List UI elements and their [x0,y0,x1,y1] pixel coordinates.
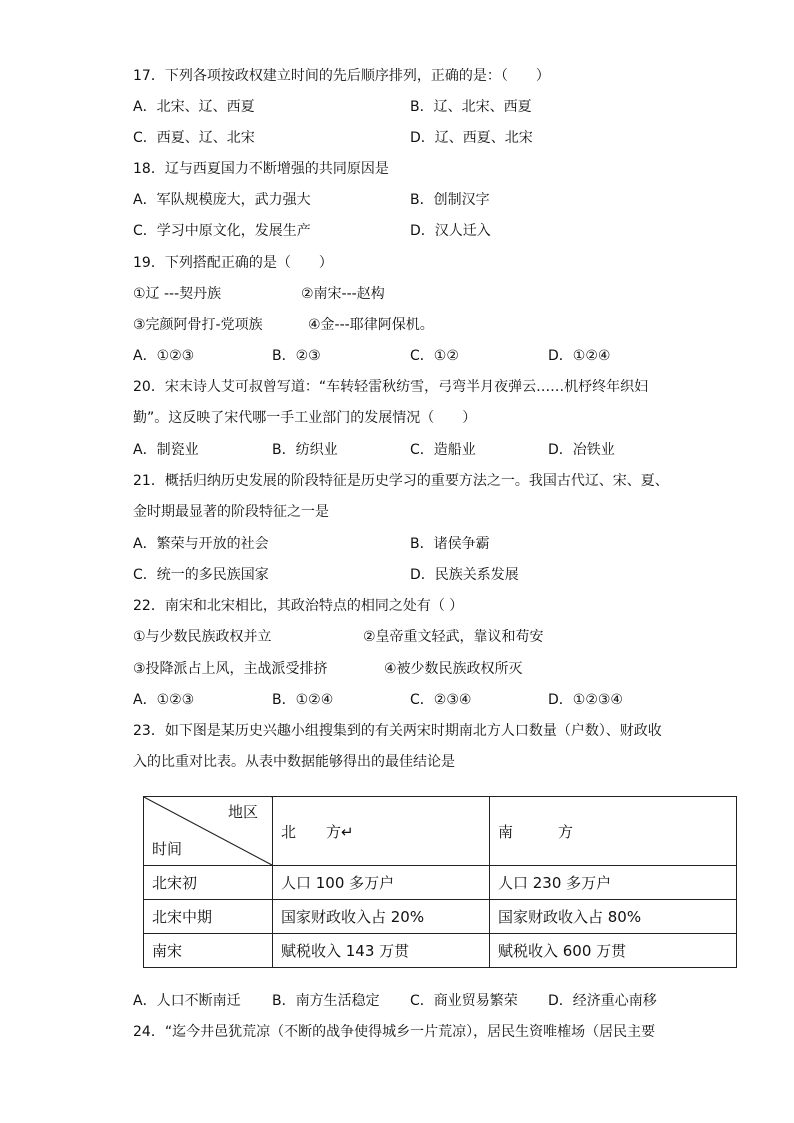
table-header-row [144,797,737,866]
table-corner-cell [144,797,273,866]
q23-option-b[interactable]: B．南方生活稳定 [272,993,380,1009]
q17-option-d[interactable]: D．辽、西夏、北宋 [410,130,533,146]
population-finance-table [143,796,737,968]
row-label: 南宋 [144,934,273,968]
q22-item-3: ③投降派占上风，主战派受排挤 [133,661,328,677]
q20-option-a[interactable]: A．制瓷业 [133,442,199,458]
q20-option-b[interactable]: B．纺织业 [272,442,338,458]
row-label: 北宋初 [144,866,273,900]
q17-option-b[interactable]: B．辽、北宋、西夏 [410,99,532,115]
north-cell: 国家财政收入占 20% [273,900,490,934]
q22-option-c[interactable]: C．②③④ [410,692,472,708]
q23-stem-line-2: 入的比重对比表。从表中数据能够得出的最佳结论是 [133,754,455,770]
north-cell: 人口 100 多万户 [273,866,490,900]
row-label: 北宋中期 [144,900,273,934]
q20-option-c[interactable]: C．造船业 [410,442,476,458]
q19-option-d[interactable]: D．①②④ [548,348,611,364]
q19-option-b[interactable]: B．②③ [272,348,321,364]
q17-stem: 17．下列各项按政权建立时间的先后顺序排列，正确的是：（ ） [133,68,550,84]
q21-stem-line-1: 21．概括归纳历史发展的阶段特征是历史学习的重要方法之一。我国古代辽、宋、夏、 [133,473,669,489]
south-cell: 赋税收入 600 万贯 [490,934,737,968]
q18-option-d[interactable]: D．汉人迁入 [410,223,491,239]
q20-option-d[interactable]: D．冶铁业 [548,442,615,458]
q23-option-c[interactable]: C．商业贸易繁荣 [410,993,518,1009]
south-cell: 人口 230 多万户 [490,866,737,900]
q24-stem-line-1: 24．“迄今井邑犹荒凉（不断的战争使得城乡一片荒凉），居民生资唯榷场（居民主要 [133,1024,656,1040]
q21-option-b[interactable]: B．诸侯争霸 [410,536,490,552]
q21-option-d[interactable]: D．民族关系发展 [410,567,519,583]
q18-option-c[interactable]: C．学习中原文化，发展生产 [133,223,311,239]
q18-option-a[interactable]: A．军队规模庞大，武力强大 [133,192,311,208]
q18-option-b[interactable]: B．创制汉字 [410,192,490,208]
q22-item-1: ①与少数民族政权并立 [133,629,272,645]
q21-option-c[interactable]: C．统一的多民族国家 [133,567,269,583]
table-row [144,866,737,900]
table-row [144,900,737,934]
q20-stem-line-1: 20．宋末诗人艾可叔曾写道：“车转轻雷秋纺雪，弓弯半月夜弹云……机杼终年织妇 [133,379,649,395]
q22-option-b[interactable]: B．①②④ [272,692,334,708]
table-row [144,934,737,968]
north-cell: 赋税收入 143 万贯 [273,934,490,968]
q21-stem-line-2: 金时期最显著的阶段特征之一是 [133,504,329,520]
q22-option-a[interactable]: A．①②③ [133,692,195,708]
q23-option-a[interactable]: A．人口不断南迁 [133,993,241,1009]
q20-stem-line-2: 勤”。这反映了宋代哪一手工业部门的发展情况（ ） [133,410,477,426]
corner-label-region: 地区 [227,803,258,821]
q23-option-d[interactable]: D．经济重心南移 [548,993,657,1009]
q17-option-c[interactable]: C．西夏、辽、北宋 [133,130,255,146]
q22-option-d[interactable]: D．①②③④ [548,692,623,708]
q21-option-a[interactable]: A．繁荣与开放的社会 [133,536,269,552]
q22-item-2: ②皇帝重文轻武，靠议和苟安 [363,629,544,645]
q19-stem: 19．下列搭配正确的是（ ） [133,255,333,271]
q19-item-1: ①辽 ---契丹族 [133,286,222,302]
q17-option-a[interactable]: A．北宋、辽、西夏 [133,99,255,115]
q23-stem-line-1: 23．如下图是某历史兴趣小组搜集到的有关两宋时期南北方人口数量（户数）、财政收 [133,723,662,739]
q19-item-4: ④金---耶律阿保机。 [308,317,434,333]
q22-item-4: ④被少数民族政权所灭 [384,661,523,677]
south-cell: 国家财政收入占 80% [490,900,737,934]
q19-option-a[interactable]: A．①②③ [133,348,195,364]
q19-option-c[interactable]: C．①② [410,348,459,364]
q19-item-2: ②南宋---赵构 [301,286,385,302]
q19-item-3: ③完颜阿骨打-党项族 [133,317,263,333]
column-header-north: 北 方↵ [273,797,490,866]
q22-stem: 22．南宋和北宋相比，其政治特点的相同之处有（ ） [133,598,464,614]
column-header-south: 南 方 [490,797,737,866]
corner-label-time: 时间 [152,840,183,858]
q18-stem: 18．辽与西夏国力不断增强的共同原因是 [133,161,389,177]
